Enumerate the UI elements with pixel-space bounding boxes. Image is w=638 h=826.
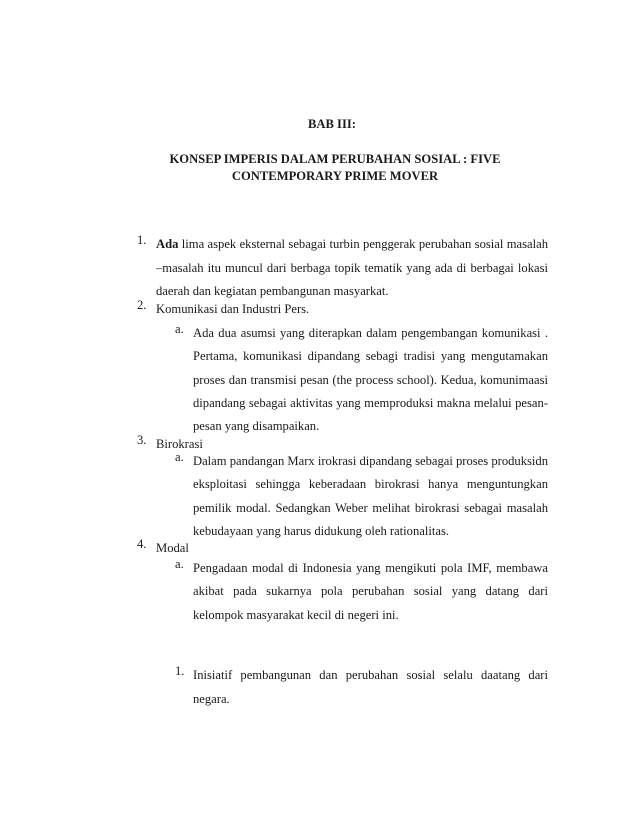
title-line-1: KONSEP IMPERIS DALAM PERUBAHAN SOSIAL : FIVE — [169, 152, 501, 166]
sub-text-line: Pertama, komunikasi dipandang sebagi tradisi yang mengutamakan — [193, 349, 548, 364]
list-text-line: –masalah itu muncul dari berbaga topik tematik yang ada di berbagai lokasi — [156, 260, 548, 275]
sub-text-line: dipandang sebagai aktivitas yang memproduksi makna melalui pesan- — [193, 395, 548, 410]
sub-text-line: Pengadaan modal di Indonesia yang mengikuti pola IMF, membawa — [193, 561, 548, 575]
sub-item-4a — [175, 557, 548, 627]
sub-text-line: pesan yang disampaikan. — [193, 419, 320, 434]
list-text-line: Modal — [156, 541, 189, 555]
title-line-2: CONTEMPORARY PRIME MOVER — [231, 169, 439, 183]
sub-number: 1. — [175, 664, 185, 678]
sub-item-2a — [175, 322, 548, 438]
sub-text-line: Dalam pandangan Marx irokrasi dipandang sebagai proses produksidn — [193, 454, 548, 468]
sub-text-line: negara. — [193, 691, 230, 706]
list-number: 1. — [137, 233, 147, 247]
chapter-title — [150, 151, 520, 185]
list-item-2 — [137, 298, 548, 322]
sub-text-line: Ada dua asumsi yang diterapkan dalam pengembangan komunikasi . — [193, 326, 548, 340]
list-number: 4. — [137, 537, 147, 551]
bold-word: Ada — [156, 237, 179, 251]
list-number: 3. — [137, 433, 147, 447]
list-number: 2. — [137, 298, 147, 312]
sub-text-line: kelompok masyarakat kecil di negeri ini. — [193, 607, 399, 622]
sub-text-line: kebudayaan yang harus didukung oleh rationalitas. — [193, 523, 450, 538]
sub-text-line: proses dan transmisi pesan (the process school). Kedua, komunimaasi — [193, 372, 548, 387]
numbered-sub-item — [175, 664, 548, 711]
list-text-line: Birokrasi — [156, 437, 203, 451]
list-text-line: Komunikasi dan Industri Pers. — [156, 302, 310, 316]
list-text-line: lima aspek eksternal sebagai turbin penggerak perubahan sosial masalah — [178, 237, 548, 251]
list-item-1 — [137, 233, 548, 304]
chapter-heading: BAB III: — [308, 117, 356, 131]
sub-text-line: pemilik modal. Sedangkan Weber melihat birokrasi sebagai masalah — [193, 500, 548, 515]
list-text-line: daerah dan kegiatan pembangunan masyarkat. — [156, 284, 389, 298]
sub-letter: a. — [175, 557, 184, 571]
sub-text-line: Inisiatif pembangunan dan perubahan sosial selalu daatang dari — [193, 668, 548, 682]
sub-text-line: eksploitasi sehingga keberadaan birokrasi hanya menguntungkan — [193, 477, 548, 492]
sub-letter: a. — [175, 450, 184, 464]
sub-item-3a — [175, 450, 548, 543]
sub-letter: a. — [175, 322, 184, 336]
sub-text-line: akibat pada sukarnya pola perubahan sosial yang datang dari — [193, 584, 548, 599]
